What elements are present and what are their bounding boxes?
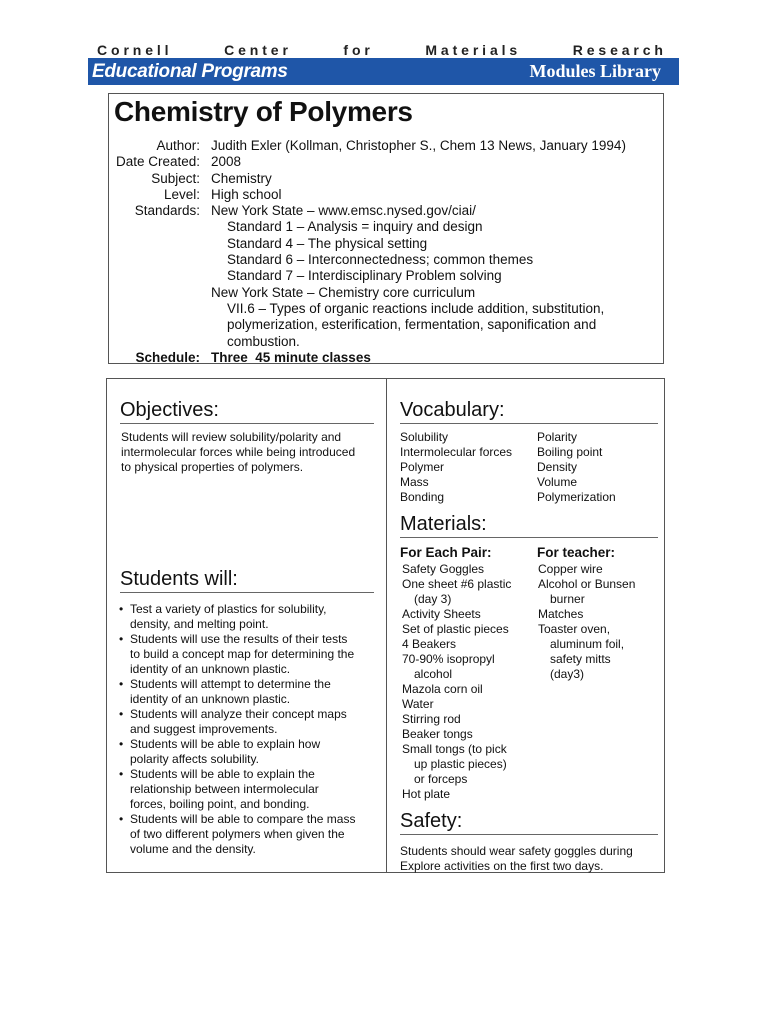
vocab-term: Volume [537,475,578,489]
material-item: Water [402,697,434,711]
material-item: 70-90% isopropyl alcohol [402,652,495,681]
vocab-term: Polymerization [537,490,616,504]
material-item: Set of plastic pieces [402,622,509,636]
curriculum-line: VII.6 – Types of organic reactions include addition, substitution, [227,300,605,316]
vocab-term: Polarity [537,430,578,444]
standard-item: Standard 7 – Interdisciplinary Problem solving [227,268,502,284]
material-item: Beaker tongs [402,727,473,741]
org-word-for: f o r [343,42,370,58]
standards-value [211,203,663,350]
author-value: Judith Exler (Kollman, Christopher S., Chem 13 News, January 1994) [211,138,626,153]
module-details-box [106,378,665,873]
level-value: High school [211,186,282,202]
standards-row [109,203,663,350]
module-metadata [109,138,663,366]
material-item: Copper wire [538,562,603,576]
list-item: • Students will attempt to determine the identity of an unknown plastic. [119,677,377,707]
module-info-box [108,93,664,364]
schedule-row [109,350,663,366]
subject-label: Subject: [151,170,200,186]
students-will-heading: Students will: [120,568,374,593]
org-word-center: C e n t e r [224,42,288,58]
standard-item: Standard 1 – Analysis = inquiry and design [227,219,483,235]
vocab-term: Intermolecular forces [400,445,513,459]
org-word-research: R e s e a r c h [572,42,663,58]
vocab-term: Mass [400,475,429,489]
material-item: Stirring rod [402,712,461,726]
material-item: One sheet #6 plastic (day 3) [402,577,512,606]
safety-line: Students should wear safety goggles during [400,844,633,858]
material-item: Toaster oven, aluminum foil, safety mitts (day3) [538,622,625,681]
list-item: • Students will be able to compare the mass of two different polymers when given the volume and the density. [119,812,377,857]
list-item: • Students will be able to explain the relationship between intermolecular forces, boiling point, and bonding. [119,767,377,812]
curriculum-line: polymerization, esterification, fermentation, saponification and [227,317,597,333]
material-item: Small tongs (to pick up plastic pieces) or forceps [402,742,507,786]
standards-label: Standards: [134,203,200,219]
materials-teacher-heading: For teacher: [537,545,616,560]
banner-educational-programs: Educational Programs [92,61,288,82]
org-word-cornell: C o r n e l l [97,42,169,58]
materials-heading: Materials: [400,513,658,538]
standards-source-2: New York State – Chemistry core curriculum [211,284,476,300]
level-label: Level: [163,186,200,202]
page-title: Chemistry of Polymers [114,96,413,127]
header-banner [88,58,679,85]
list-item: • Students will be able to explain how polarity affects solubility. [119,737,377,767]
date-row [109,154,663,170]
material-item: Hot plate [402,787,451,801]
author-label: Author: [156,138,200,153]
curriculum-line: combustion. [227,333,300,349]
vocabulary-heading: Vocabulary: [400,399,658,424]
objectives-heading: Objectives: [120,399,374,424]
vocab-term: Boiling point [537,445,603,459]
material-item: Alcohol or Bunsen burner [538,577,636,606]
safety-text [400,844,662,874]
subject-value: Chemistry [211,170,272,186]
objectives-line: to physical properties of polymers. [121,460,304,474]
materials-pair-heading: For Each Pair: [400,545,492,560]
material-item: 4 Beakers [402,637,457,651]
vocab-term: Polymer [400,460,445,474]
author-row [109,138,663,154]
material-item: Mazola corn oil [402,682,483,696]
vocab-term: Solubility [400,430,449,444]
banner-modules-library: Modules Library [529,61,661,81]
teacher-materials-list [538,562,663,682]
material-item: Safety Goggles [402,562,485,576]
standard-item: Standard 4 – The physical setting [227,235,428,251]
level-row [109,187,663,203]
standards-source-1: New York State – www.emsc.nysed.gov/ciai/ [211,203,476,219]
list-item: • Students will use the results of their tests to build a concept map for determining the identity of an unknown plastic. [119,632,377,677]
safety-heading: Safety: [400,810,658,835]
subject-row [109,171,663,187]
vocabulary-list [400,430,658,505]
pair-materials-list [402,562,537,802]
schedule-label: Schedule: [135,349,200,365]
vocab-term: Bonding [400,490,445,504]
vocab-term: Density [537,460,578,474]
material-item: Matches [538,607,584,621]
students-will-list [119,602,377,857]
column-divider [386,379,387,872]
schedule-value: Three 45 minute classes [211,349,371,365]
list-item: • Test a variety of plastics for solubility, density, and melting point. [119,602,377,632]
date-label: Date Created: [115,154,200,170]
org-word-materials: M a t e r i a l s [425,42,518,58]
standard-item: Standard 6 – Interconnectedness; common themes [227,252,534,268]
objectives-text [121,430,376,475]
safety-line: Explore activities on the first two days. [400,859,604,873]
objectives-line: Students will review solubility/polarity and [121,430,342,444]
date-value: 2008 [211,154,242,170]
material-item: Activity Sheets [402,607,481,621]
objectives-line: intermolecular forces while being introduced [121,445,356,459]
list-item: • Students will analyze their concept maps and suggest improvements. [119,707,377,737]
